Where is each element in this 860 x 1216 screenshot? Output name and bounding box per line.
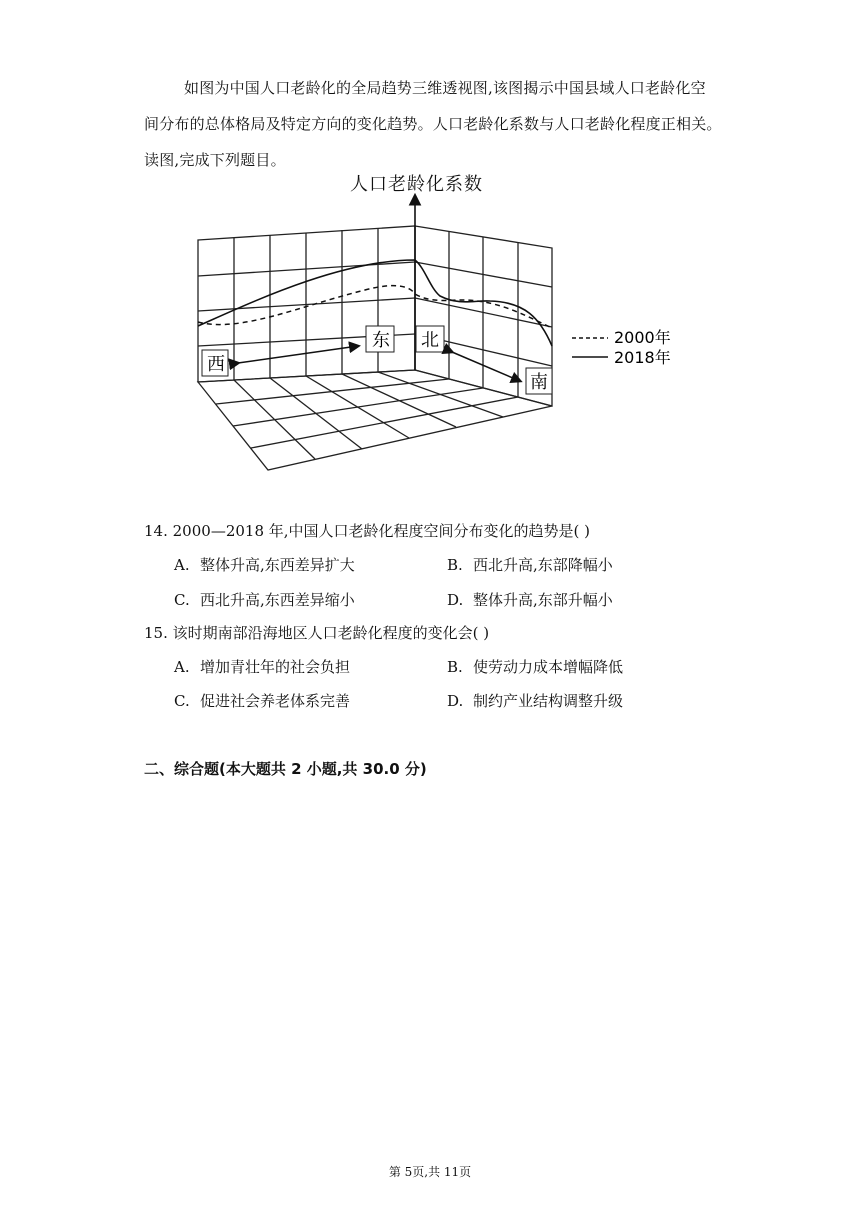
option-label: C. bbox=[174, 692, 190, 710]
floor-grid bbox=[198, 370, 552, 470]
q15-option-b bbox=[447, 656, 623, 677]
option-label: C. bbox=[174, 591, 190, 609]
option-text: 整体升高,东西差异扩大 bbox=[200, 556, 355, 574]
option-label: D. bbox=[447, 591, 464, 609]
q14-option-b bbox=[447, 554, 613, 575]
page-footer: 第 5页,共 11页 bbox=[388, 1165, 472, 1179]
series-2000-line bbox=[198, 286, 552, 328]
west-east-arrow bbox=[238, 346, 358, 363]
q14-option-d bbox=[447, 589, 613, 610]
legend-2000-label: 2000年 bbox=[614, 328, 671, 347]
question-14 bbox=[144, 520, 590, 541]
legend-2018-label: 2018年 bbox=[614, 348, 671, 367]
question-15 bbox=[144, 622, 489, 643]
back-wall-left bbox=[198, 226, 415, 382]
question-number: 14. bbox=[144, 522, 168, 540]
aging-3d-figure bbox=[190, 168, 690, 473]
q15-option-c bbox=[174, 690, 350, 711]
option-label: D. bbox=[447, 692, 464, 710]
q15-option-d bbox=[447, 690, 623, 711]
option-text: 增加青壮年的社会负担 bbox=[200, 658, 351, 676]
dir-west: 西 bbox=[207, 354, 225, 375]
option-text: 促进社会养老体系完善 bbox=[200, 692, 351, 710]
option-text: 西北升高,东部降幅小 bbox=[473, 556, 613, 574]
figure-svg bbox=[190, 168, 690, 473]
option-text: 西北升高,东西差异缩小 bbox=[200, 591, 355, 609]
dir-east: 东 bbox=[372, 330, 390, 351]
dir-north: 北 bbox=[421, 330, 439, 351]
q14-option-a bbox=[174, 554, 355, 575]
option-text: 制约产业结构调整升级 bbox=[473, 692, 624, 710]
dir-south: 南 bbox=[530, 372, 548, 393]
option-label: B. bbox=[447, 658, 463, 676]
intro-line-2: 间分布的总体格局及特定方向的变化趋势。人口老龄化系数与人口老龄化程度正相关。 bbox=[144, 115, 722, 133]
intro-paragraph bbox=[144, 70, 729, 178]
question-stem: 该时期南部沿海地区人口老龄化程度的变化会( ) bbox=[172, 624, 490, 642]
option-label: A. bbox=[174, 556, 190, 574]
intro-line-3: 读图,完成下列题目。 bbox=[144, 151, 286, 169]
y-axis-label: 人口老龄化系数 bbox=[350, 174, 483, 195]
question-number: 15. bbox=[144, 624, 168, 642]
section-heading: 二、综合题(本大题共 2 小题,共 30.0 分) bbox=[144, 760, 427, 778]
intro-line-1: 如图为中国人口老龄化的全局趋势三维透视图,该图揭示中国县域人口老龄化空 bbox=[184, 79, 706, 97]
option-text: 使劳动力成本增幅降低 bbox=[473, 658, 624, 676]
q14-option-c bbox=[174, 589, 355, 610]
q15-option-a bbox=[174, 656, 350, 677]
option-label: B. bbox=[447, 556, 463, 574]
question-stem: 2000—2018 年,中国人口老龄化程度空间分布变化的趋势是( ) bbox=[172, 522, 590, 540]
option-text: 整体升高,东部升幅小 bbox=[473, 591, 613, 609]
option-label: A. bbox=[174, 658, 190, 676]
